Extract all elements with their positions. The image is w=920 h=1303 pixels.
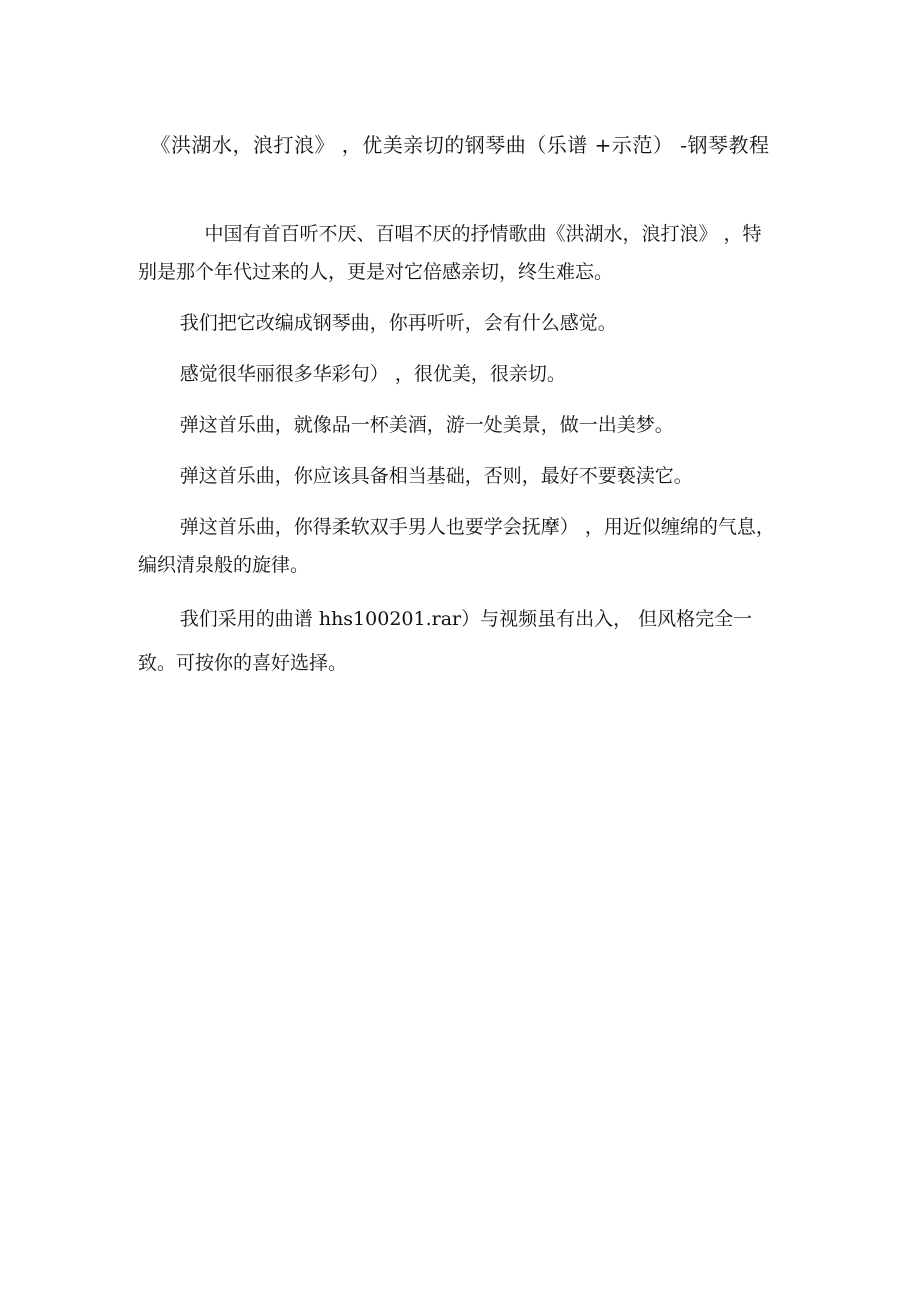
document-body — [138, 215, 780, 698]
paragraph-intro: 中国有首百听不厌、百唱不厌的抒情歌曲《洪湖水，浪打浪》 ，特别是那个年代过来的人，更是对它倍感亲切，终生难忘。 — [138, 223, 762, 283]
paragraph-like-wine: 弹这首乐曲，就像品一杯美酒，游一处美景，做一出美梦。 — [179, 414, 674, 436]
paragraph-soft-hands: 弹这首乐曲，你得柔软双手男人也要学会抚摩） ，用近似缠绵的气息，编织清泉般的旋律。 — [138, 516, 775, 576]
paragraph-feeling: 感觉很华丽很多华彩句） ，很优美，很亲切。 — [179, 363, 566, 385]
paragraph-adaptation: 我们把它改编成钢琴曲，你再听听，会有什么感觉。 — [179, 312, 617, 334]
paragraph-score: 我们采用的曲谱 hhs100201.rar）与视频虽有出入， 但风格完全一致。可按你的喜好选择。 — [138, 608, 753, 674]
paragraph-skill: 弹这首乐曲，你应该具备相当基础，否则，最好不要亵渎它。 — [179, 465, 693, 487]
document-title: 《洪湖水，浪打浪》 ，优美亲切的钢琴曲（乐谱 +示范） -钢琴教程 — [150, 133, 770, 157]
